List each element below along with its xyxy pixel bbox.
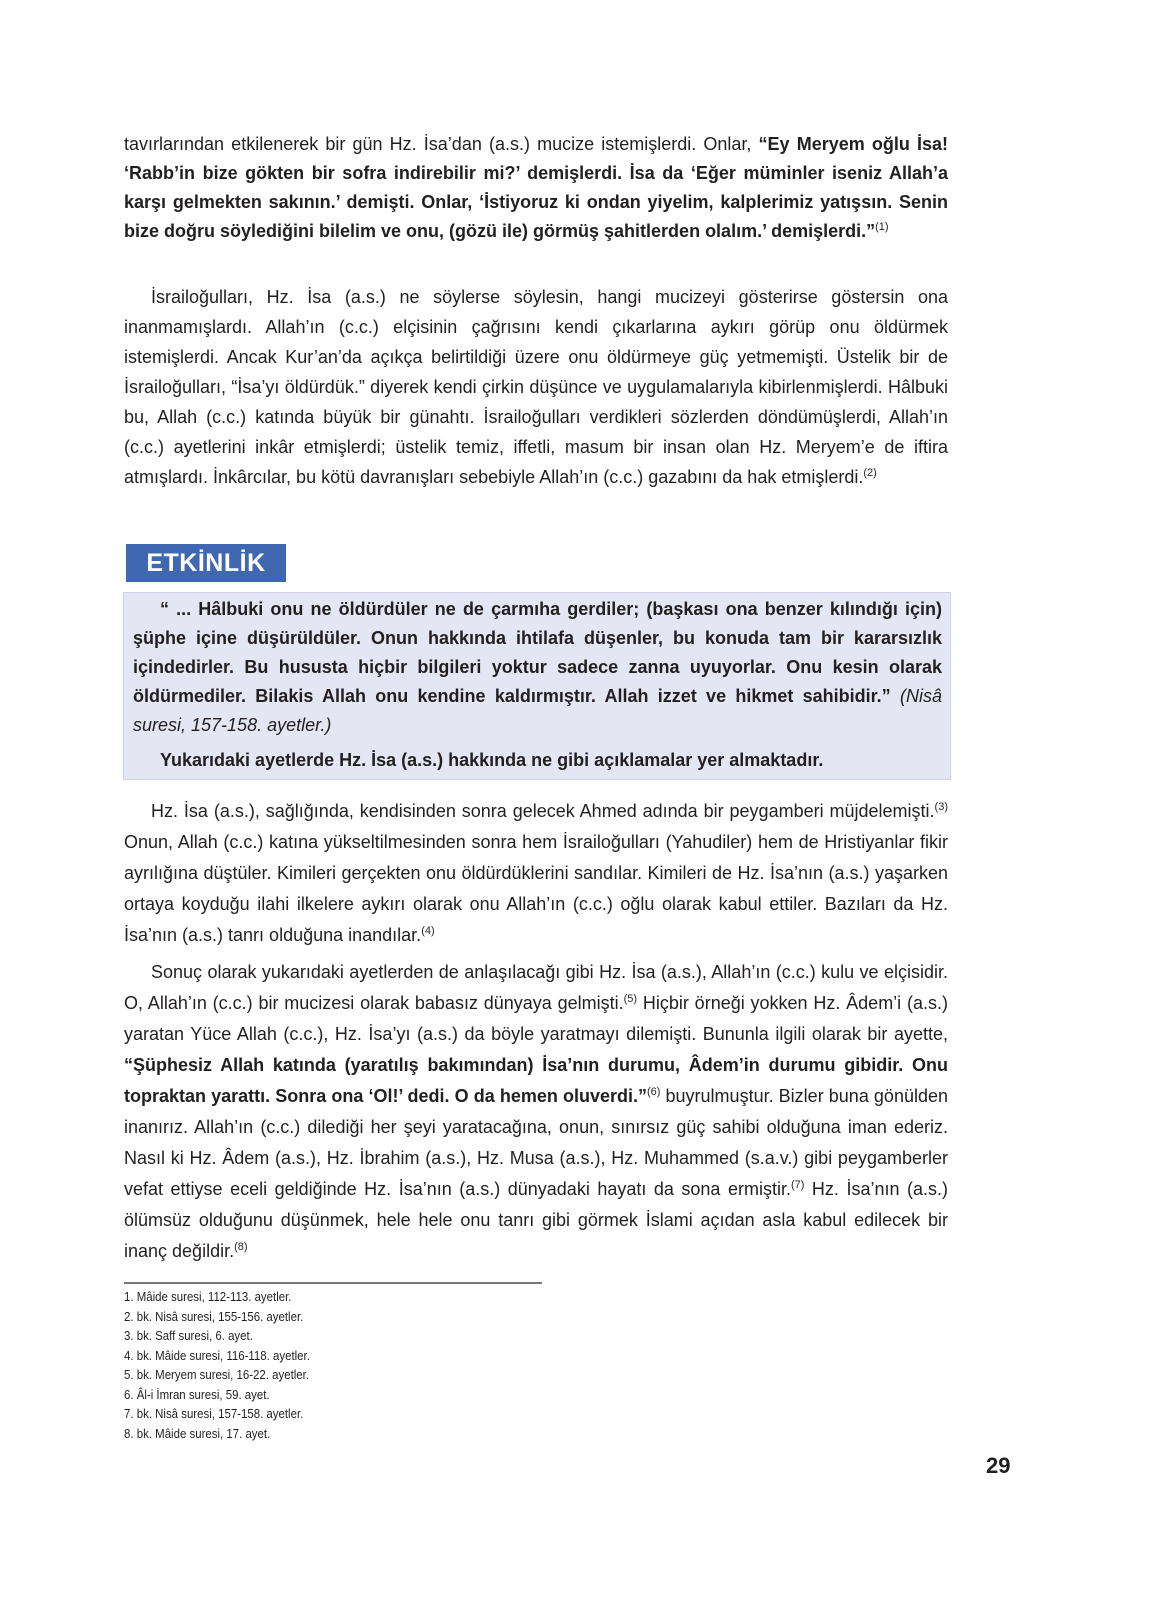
text-run: Hiçbir örneği yokken Hz. Âdem’i (a.s.) yaratan Yüce Allah (c.c.), Hz. İsa’yı (a.s.) da böyle yaratmayı dilemişti. Bununla ilgili olarak bir ayette, — [124, 993, 948, 1044]
page-number: 29 — [986, 1453, 1011, 1478]
text-run: Hz. İsa’nın (a.s.) ölümsüz olduğunu düşünmek, hele hele onu tanrı gibi görmek İslami açıdan asla kabul edilecek bir inanç değildir. — [124, 1179, 948, 1261]
text-run: Hz. İsa (a.s.), sağlığında, kendisinden sonra gelecek Ahmed adında bir peygamberi müjdelemişti. — [151, 801, 935, 821]
paragraph-1 — [124, 130, 948, 246]
quote-text: “ ... Hâlbuki onu ne öldürdüler ne de çarmıha gerdiler; (başkası ona benzer kılındığı için) şüphe içine düşürüldüler. Onun hakkında ihtilafa düşenler, bu konuda tam bir kararsızlık içindedirler. Bu hususta hiçbir bilgileri yoktur sadece zanna uyuyorlar. Onu kesin olarak öldürmediler. Bilakis Allah onu kendine kaldırmıştır. Allah izzet ve hikmet sahibidir.” — [133, 599, 942, 706]
paragraph-2 — [124, 282, 948, 492]
footnote-ref: (1) — [875, 221, 889, 233]
footnote-ref: (5) — [623, 993, 638, 1005]
footnote-ref: (4) — [421, 925, 435, 937]
footnote-ref: (7) — [790, 1179, 805, 1191]
footnote-item: 2. bk. Nisâ suresi, 155-156. ayetler. — [124, 1308, 304, 1324]
text-run: tavırlarından etkilenerek bir gün Hz. İsa’dan (a.s.) mucize istemişlerdi. Onlar, — [124, 134, 759, 154]
footnote-item: 1. Mâide suresi, 112-113. ayetler. — [124, 1289, 292, 1304]
text-run: Sonuç olarak yukarıdaki ayetlerden de anlaşılacağı gibi Hz. İsa (a.s.), Allah’ın (c.c.) kulu ve elçisidir. O, Allah’ın (c.c.) bir mucizesi olarak babasız dünyaya gelmişti. — [124, 962, 948, 1013]
footnote-ref: (2) — [863, 467, 877, 479]
activity-title: ETKİNLİK — [126, 544, 286, 582]
bold-quote: “Ey Meryem oğlu İsa! ‘Rabb’in bize gökten bir sofra indirebilir mi?’ demişlerdi. İsa da ‘Eğer müminler iseniz Allah’a karşı gelmekten sakının.’ demişti. Onlar, ‘İstiyoruz ki ondan yiyelim, kalplerimiz yatışsın. Senin bize doğru söylediğini bilelim ve onu, (gözü ile) görmüş şahitlerden olalım.’ demişlerdi.” — [124, 134, 948, 241]
text-run: İsrailoğulları, Hz. İsa (a.s.) ne söylerse söylesin, hangi mucizeyi gösterirse göstersin ona inanmamışlardı. Allah’ın (c.c.) elçisinin çağrısını kendi çıkarlarına aykırı görüp onu öldürmek istemişlerdi. Ancak Kur’an’da açıkça belirtildiği üzere onu öldürmeye güç yetmemişti. Üstelik bir de İsrailoğulları, “İsa’yı öldürdük.” diyerek kendi çirkin düşünce ve uygulamalarıyla kibirlenmişlerdi. Hâlbuki bu, Allah (c.c.) katında büyük bir günahtı. İsrailoğulları verdikleri sözlerden döndümüşlerdi, Allah’ın (c.c.) ayetlerini inkâr etmişlerdi; üstelik temiz, iffetli, masum bir insan olan Hz. Meryem’e de iftira atmışlardı. İnkârcılar, bu kötü davranışları sebebiyle Allah’ın (c.c.) gazabını da hak etmişlerdi. — [124, 287, 948, 487]
footnote-item: 7. bk. Nisâ suresi, 157-158. ayetler. — [124, 1406, 304, 1421]
footnote-ref: (6) — [646, 1086, 661, 1098]
footnote-ref: (8) — [234, 1241, 248, 1253]
footnote-ref: (3) — [934, 801, 948, 813]
paragraph-3 — [124, 796, 948, 951]
activity-box — [123, 592, 951, 780]
footnote-item: 8. bk. Mâide suresi, 17. ayet. — [124, 1425, 271, 1441]
footnote-item: 6. Âl-i İmran suresi, 59. ayet. — [124, 1386, 270, 1402]
text-run: buyrulmuştur. Bizler buna gönülden inanırız. Allah’ın (c.c.) dilediği her şeyi yaratacağına, onun, sınırsız güç sahibi olduğuna iman ederiz. Nasıl ki Hz. Âdem (a.s.), Hz. İbrahim (a.s.), Hz. Musa (a.s.), Hz. Muhammed (s.a.v.) gibi peygamberler vefat ettiyse eceli geldiğinde Hz. İsa’nın (a.s.) dünyadaki hayatı da sona ermiştir. — [124, 1086, 948, 1199]
footnote-item: 3. bk. Saff suresi, 6. ayet. — [124, 1328, 253, 1343]
footnote-divider — [124, 1282, 542, 1284]
paragraph-4 — [124, 957, 948, 1267]
footnote-item: 4. bk. Mâide suresi, 116-118. ayetler. — [124, 1347, 310, 1363]
bold-quote: “Şüphesiz Allah katında (yaratılış bakımından) İsa’nın durumu, Âdem’in durumu gibidir. Onu topraktan yarattı. Sonra ona ‘Ol!’ dedi. O da hemen oluverdi.” — [124, 1055, 948, 1106]
footnote-item: 5. bk. Meryem suresi, 16-22. ayetler. — [124, 1367, 310, 1382]
activity-quote — [133, 595, 942, 740]
footnotes — [124, 1287, 310, 1443]
activity-question: Yukarıdaki ayetlerde Hz. İsa (a.s.) hakkında ne gibi açıklamalar yer almaktadır. — [160, 750, 824, 770]
text-run: Onun, Allah (c.c.) katına yükseltilmesinden sonra hem İsrailoğulları (Yahudiler) hem de Hristiyanlar fikir ayrılığına düştüler. Kimileri gerçekten onu öldürdüklerini sandılar. Kimileri de Hz. İsa’nın (a.s.) yaşarken ortaya koyduğu ilahi ilkelere aykırı olarak onu Allah’ın (c.c.) oğlu olarak kabul ettiler. Bazıları da Hz. İsa’nın (a.s.) tanrı olduğuna inandılar. — [124, 832, 948, 945]
quote-source: (Nisâ suresi, 157-158. ayetler.) — [133, 686, 942, 735]
